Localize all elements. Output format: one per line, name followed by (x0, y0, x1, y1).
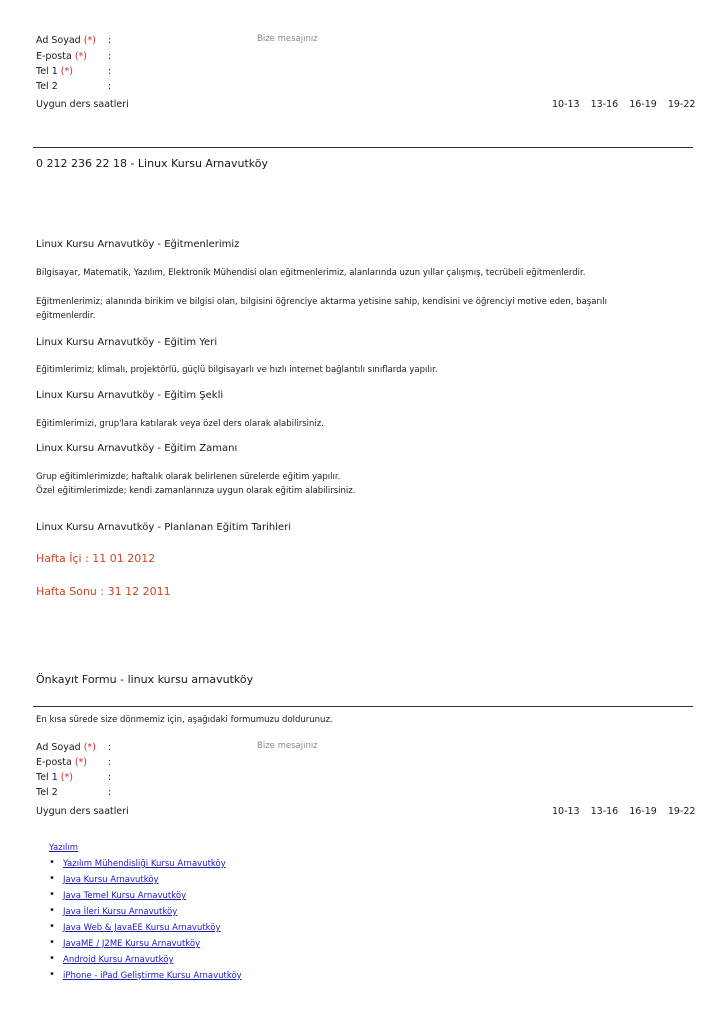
divider (33, 706, 693, 707)
section-text: eğitmenlerdir. (36, 311, 96, 321)
hour-option[interactable]: 13-16 (590, 806, 619, 817)
tel1-input[interactable]: : (108, 66, 112, 77)
section-text: Grup eğitimlerimizde; haftalık olarak belirlenen sürelerde eğitim yapılır. (36, 472, 341, 482)
bullet: • (49, 953, 55, 964)
section-heading: Linux Kursu Arnavutköy - Eğitim Zamanı (36, 443, 238, 454)
tel1-label: Tel 1 (*) (36, 66, 73, 77)
course-link[interactable]: Java Kursu Arnavutköy (63, 875, 159, 885)
category-link-yazilim[interactable]: Yazılım (49, 843, 79, 853)
name-input[interactable]: : (108, 35, 112, 46)
course-link[interactable]: Yazılım Mühendisliği Kursu Arnavutköy (63, 859, 226, 869)
bullet: • (49, 857, 55, 868)
bullet: • (49, 969, 55, 980)
email-label: E-posta (*) (36, 51, 87, 62)
phone-heading: 0 212 236 22 18 - Linux Kursu Arnavutköy (36, 157, 269, 170)
hours-label: Uygun ders saatleri (36, 99, 129, 110)
hour-option[interactable]: 16-19 (629, 99, 657, 110)
section-heading: Linux Kursu Arnavutköy - Eğitim Şekli (36, 390, 224, 401)
hour-option[interactable]: 19-22 (667, 99, 696, 110)
bullet: • (49, 889, 55, 900)
course-link[interactable]: Java İleri Kursu Arnavutköy (63, 907, 178, 917)
course-link[interactable]: Android Kursu Arnavutköy (63, 955, 174, 965)
section-text: Eğitmenlerimiz; alanında birikim ve bilgisi olan, bilgisini öğrenciye aktarma yetisine sahip, kendisini ve öğrenciyi motive eden, başarılı (36, 297, 608, 307)
hour-option[interactable]: 10-13 (552, 99, 580, 110)
name-input[interactable]: : (108, 742, 112, 753)
hour-option[interactable]: 19-22 (667, 806, 696, 817)
hour-option[interactable]: 10-13 (552, 806, 580, 817)
tel1-input[interactable]: : (108, 772, 112, 783)
section-text: Bilgisayar, Matematik, Yazılım, Elektronik Mühendisi olan eğitmenlerimiz, alanlarında uzun yıllar çalışmış, tecrübeli eğitmenlerdir. (36, 268, 586, 278)
weekday-date: Hafta İçi : 11 01 2012 (36, 552, 156, 565)
hours-options (552, 99, 695, 110)
hours-label: Uygun ders saatleri (36, 806, 129, 817)
section-text: Eğitimlerimizi, grup'lara katılarak veya özel ders olarak alabilirsiniz. (36, 419, 324, 429)
section-text: Eğitimlerimiz; klimalı, projektörlü, güçlü bilgisayarlı ve hızlı internet bağlantılı sınıflarda yapılır. (36, 365, 438, 375)
tel2-label: Tel 2 (36, 787, 58, 798)
message-textarea[interactable]: Bize mesajınız (257, 741, 318, 751)
course-link[interactable]: Java Temel Kursu Arnavutköy (63, 891, 187, 901)
tel2-label: Tel 2 (36, 81, 58, 92)
section-heading: Linux Kursu Arnavutköy - Eğitmenlerimiz (36, 239, 240, 250)
tel2-input[interactable]: : (108, 787, 112, 798)
preregister-heading: Önkayıt Formu - linux kursu arnavutköy (36, 673, 254, 686)
weekend-date: Hafta Sonu : 31 12 2011 (36, 585, 171, 598)
bullet: • (49, 921, 55, 932)
section-heading: Linux Kursu Arnavutköy - Eğitim Yeri (36, 337, 218, 348)
course-link[interactable]: iPhone - iPad Geliştirme Kursu Arnavutköy (63, 971, 242, 981)
course-link[interactable]: JavaME / J2ME Kursu Arnavutköy (63, 939, 201, 949)
tel1-label: Tel 1 (*) (36, 772, 73, 783)
hour-option[interactable]: 13-16 (590, 99, 619, 110)
name-label: Ad Soyad (*) (36, 35, 96, 46)
bullet: • (49, 873, 55, 884)
hours-options (552, 806, 695, 817)
message-textarea[interactable]: Bize mesajınız (257, 34, 318, 44)
preregister-intro: En kısa sürede size dönmemiz için, aşağıdaki formumuzu doldurunuz. (36, 715, 333, 725)
hour-option[interactable]: 16-19 (629, 806, 657, 817)
divider (33, 147, 693, 148)
name-label: Ad Soyad (*) (36, 742, 96, 753)
email-label: E-posta (*) (36, 757, 87, 768)
email-input[interactable]: : (108, 51, 112, 62)
tel2-input[interactable]: : (108, 81, 112, 92)
section-text: Özel eğitimlerimizde; kendi zamanlarınıza uygun olarak eğitim alabilirsiniz. (36, 486, 356, 496)
course-link[interactable]: Java Web & JavaEE Kursu Arnavutköy (63, 923, 221, 933)
email-input[interactable]: : (108, 757, 112, 768)
bullet: • (49, 937, 55, 948)
bullet: • (49, 905, 55, 916)
planned-heading: Linux Kursu Arnavutköy - Planlanan Eğitim Tarihleri (36, 522, 292, 533)
